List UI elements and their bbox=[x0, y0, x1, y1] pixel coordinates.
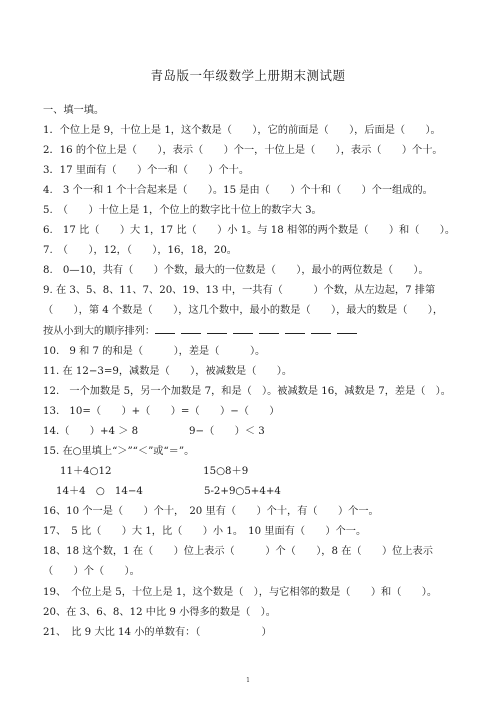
question-12: 12. 一个加数是 5，另一个加数是 7，和是（ ）。被减数是 16，减数是 7，差是（ ）。 bbox=[43, 386, 451, 397]
question-15-row-1: 11＋4○12 15○8＋9 bbox=[60, 466, 249, 477]
question-14: 14.（ ）+4 ＞ 8 9−（ ）＜ 3 bbox=[43, 426, 265, 437]
question-18-line-2: （ ）个（ ）。 bbox=[43, 566, 140, 577]
question-21: 21、 比 9 大比 14 小的单数有：（ ） bbox=[43, 627, 272, 638]
question-2: 2．16 的个位上是（ ），表示（ ）个一，十位上是（ ），表示（ ）个十。 bbox=[43, 145, 443, 156]
question-18-line-1: 18、18 这个数，1 在（ ）位上表示（ ）个（ ），8 在（ ）位上表示 bbox=[43, 546, 433, 557]
answer-blank[interactable] bbox=[233, 324, 253, 334]
question-1: 1．个位上是 9，十位上是 1，这个数是（ ），它的前面是（ ），后面是（ ）。 bbox=[43, 125, 441, 136]
question-17: 17、 5 比（ ）大 1，比（ ）小 1。 10 里面有（ ）个一。 bbox=[43, 526, 367, 537]
question-9-ordering-prompt: 按从小到大的顺序排列： bbox=[43, 326, 156, 337]
answer-blank[interactable] bbox=[337, 324, 357, 334]
question-19: 19、 个位上是 5，十位上是 1，这个数是（ ），与它相邻的数是（ ）和（ ）。 bbox=[43, 587, 438, 598]
page-title: 青岛版一年级数学上册期末测试题 bbox=[150, 68, 346, 83]
answer-blank[interactable] bbox=[207, 324, 227, 334]
question-9-line-1: 9. 在 3、5、8、11、7、20、19、13 中，一共有（ ）个数，从左边起，7 排第 bbox=[43, 285, 436, 296]
section-heading: 一、填一填。 bbox=[43, 105, 105, 116]
question-15-row-2: 14＋4 ○ 14−4 5-2+9○5+4+4 bbox=[56, 486, 281, 497]
question-20: 20、在 3、6、8、12 中比 9 小得多的数是（ ）。 bbox=[43, 607, 276, 618]
question-5: 5. （ ）十位上是 1，个位上的数字比十位上的数字大 3。 bbox=[43, 205, 322, 216]
question-4: 4. 3 个一和 1 个十合起来是（ ）。15 是由（ ）个十和（ ）个一组成的。 bbox=[43, 185, 433, 196]
question-16: 16、10 个一是（ ）个十， 20 里有（ ）个十，有（ ）个一。 bbox=[43, 506, 379, 517]
answer-blank[interactable] bbox=[311, 324, 331, 334]
question-15: 15. 在○里填上“＞”“＜”或“＝”。 bbox=[43, 446, 195, 457]
answer-blank[interactable] bbox=[155, 324, 175, 334]
question-9-line-2: （ ），第 4 个数是（ ），这几个数中，最小的数是（ ），最大的数是（ ）， bbox=[43, 305, 444, 316]
question-10: 10. 9 和 7 的和是（ ），差是（ ）。 bbox=[43, 346, 266, 357]
question-9-line-3 bbox=[43, 324, 456, 338]
answer-blank[interactable] bbox=[181, 324, 201, 334]
question-7: 7. （ ），12，（ ），16，18，20。 bbox=[43, 245, 237, 256]
ordering-answer-blanks bbox=[155, 324, 363, 339]
question-6: 6. 17 比（ ）大 1，17 比（ ）小 1。与 18 相邻的两个数是（ ）和（ ）。 bbox=[43, 225, 456, 236]
question-11: 11. 在 12−3=9，减数是（ ），被减数是（ ）。 bbox=[43, 366, 293, 377]
page-number: 1 bbox=[246, 677, 250, 684]
answer-blank[interactable] bbox=[285, 324, 305, 334]
question-3: 3．17 里面有（ ）个一和（ ）个十。 bbox=[43, 165, 250, 176]
answer-blank[interactable] bbox=[259, 324, 279, 334]
question-8: 8. 0—10，共有（ ）个数，最大的一位数是（ ），最小的两位数是（ ）。 bbox=[43, 265, 429, 276]
question-13: 13. 10=（ ）+（ ）=（ ）−（ ） bbox=[43, 406, 280, 417]
